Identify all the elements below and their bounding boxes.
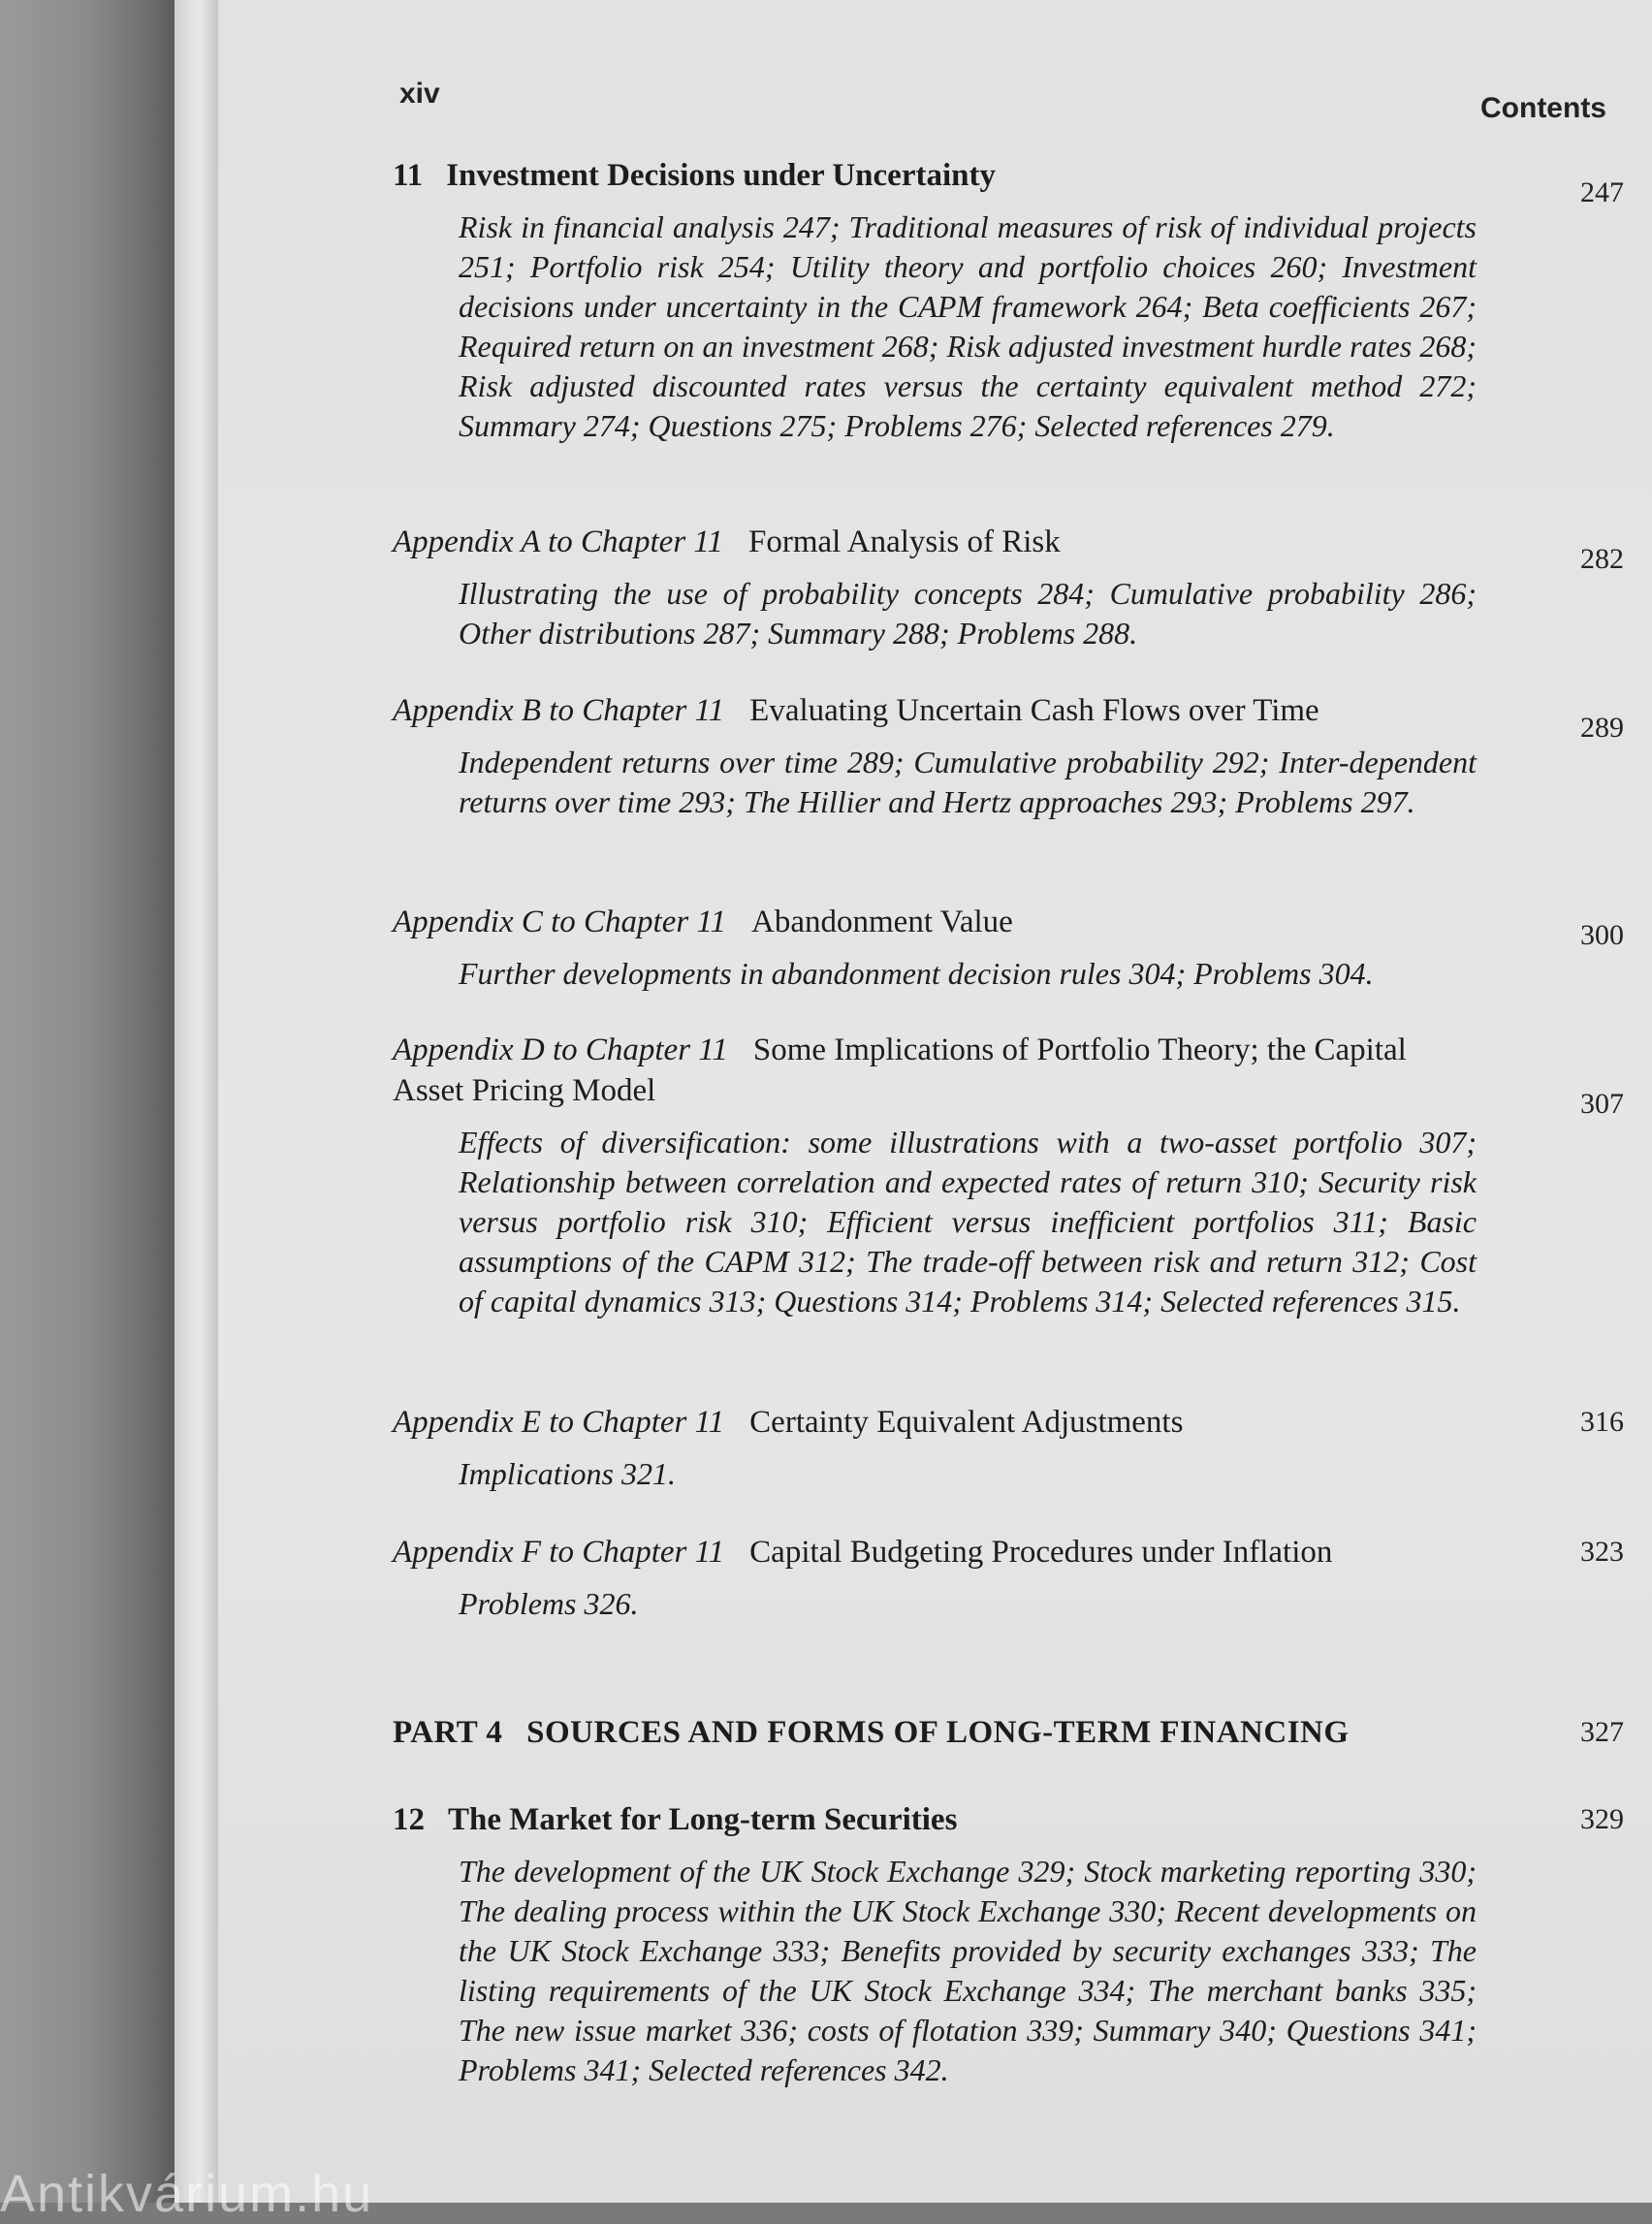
chapter-title: Investment Decisions under Uncertainty	[446, 158, 996, 193]
chapter-number: 11	[393, 158, 424, 193]
chapter-contents: Risk in financial analysis 247; Traditional measures of risk of individual projects 251; Portfolio risk 254; Utility theory and portfolio choices 260; Investment decisions under uncertainty in the CAPM framework 264; Beta coefficients 267; Required return on an investment 268; Risk adjusted investment hurdle rates 268; Risk adjusted discounted rates versus the certainty equivalent method 272; Summary 274; Questions 275; Problems 276; Selected references 279.	[459, 209, 1477, 443]
appendix-contents: Further developments in abandonment decision rules 304; Problems 304.	[459, 956, 1374, 991]
appendix-title: Capital Budgeting Procedures under Inflation	[749, 1535, 1333, 1570]
toc-entry-chapter-11	[393, 155, 1624, 446]
page-ref: 327	[1580, 1716, 1624, 1748]
toc-entry-appendix-d	[393, 1030, 1624, 1321]
toc-part-4	[393, 1712, 1624, 1753]
chapter-number: 12	[393, 1802, 425, 1837]
toc-entry-appendix-a	[393, 522, 1624, 653]
chapter-title: The Market for Long-term Securities	[448, 1802, 958, 1837]
toc-entry-chapter-12	[393, 1799, 1624, 2090]
page-ref: 323	[1580, 1536, 1624, 1568]
toc-entry-appendix-b	[393, 690, 1624, 822]
page-ref: 307	[1580, 1088, 1624, 1120]
appendix-title: Some Implications of Portfolio Theory; the Capital Asset Pricing Model	[393, 1033, 1407, 1108]
page-ref: 289	[1580, 712, 1624, 744]
appendix-contents: Problems 326.	[459, 1586, 639, 1621]
appendix-title: Certainty Equivalent Adjustments	[749, 1405, 1184, 1440]
page-ref: 282	[1580, 543, 1624, 575]
appendix-label: Appendix E to Chapter 11	[393, 1405, 725, 1440]
appendix-contents: Illustrating the use of probability concepts 284; Cumulative probability 286; Other distributions 287; Summary 288; Problems 288.	[459, 576, 1477, 651]
appendix-label: Appendix F to Chapter 11	[393, 1535, 725, 1570]
running-section-title: Contents	[1480, 92, 1606, 124]
running-page-number: xiv	[399, 78, 440, 110]
appendix-label: Appendix C to Chapter 11	[393, 905, 727, 939]
part-label: PART 4	[393, 1715, 503, 1750]
page-ref: 329	[1580, 1803, 1624, 1835]
appendix-label: Appendix B to Chapter 11	[393, 693, 725, 728]
page-ref: 300	[1580, 919, 1624, 951]
part-title: SOURCES AND FORMS OF LONG-TERM FINANCING	[526, 1715, 1350, 1750]
toc-entry-appendix-e	[393, 1402, 1624, 1494]
appendix-label: Appendix D to Chapter 11	[393, 1033, 728, 1067]
watermark: Antikvárium.hu	[0, 2165, 374, 2223]
appendix-title: Abandonment Value	[751, 905, 1013, 939]
toc-entry-appendix-c	[393, 902, 1624, 994]
appendix-title: Formal Analysis of Risk	[747, 524, 1061, 559]
appendix-contents: Independent returns over time 289; Cumulative probability 292; Inter-dependent returns over time 293; The Hillier and Hertz approaches 293; Problems 297.	[459, 745, 1477, 819]
chapter-contents: The development of the UK Stock Exchange 329; Stock marketing reporting 330; The dealing process within the UK Stock Exchange 330; Recent developments on the UK Stock Exchange 333; Benefits provided by security exchanges 333; The listing requirements of the UK Stock Exchange 334; The merchant banks 335; The new issue market 336; costs of flotation 339; Summary 340; Questions 341; Problems 341; Selected references 342.	[459, 1854, 1477, 2087]
page-edge	[175, 0, 223, 2203]
appendix-contents: Implications 321.	[459, 1456, 676, 1491]
appendix-label: Appendix A to Chapter 11	[393, 524, 723, 559]
appendix-contents: Effects of diversification: some illustrations with a two-asset portfolio 307; Relationship between correlation and expected rates of return 310; Security risk versus portfolio risk 310; Efficient versus inefficient portfolios 311; Basic assumptions of the CAPM 312; The trade-off between risk and return 312; Cost of capital dynamics 313; Questions 314; Problems 314; Selected references 315.	[459, 1125, 1477, 1319]
toc-entry-appendix-f	[393, 1532, 1624, 1624]
page-ref: 247	[1580, 176, 1624, 208]
appendix-title: Evaluating Uncertain Cash Flows over Time	[749, 693, 1319, 728]
page-ref: 316	[1580, 1406, 1624, 1438]
